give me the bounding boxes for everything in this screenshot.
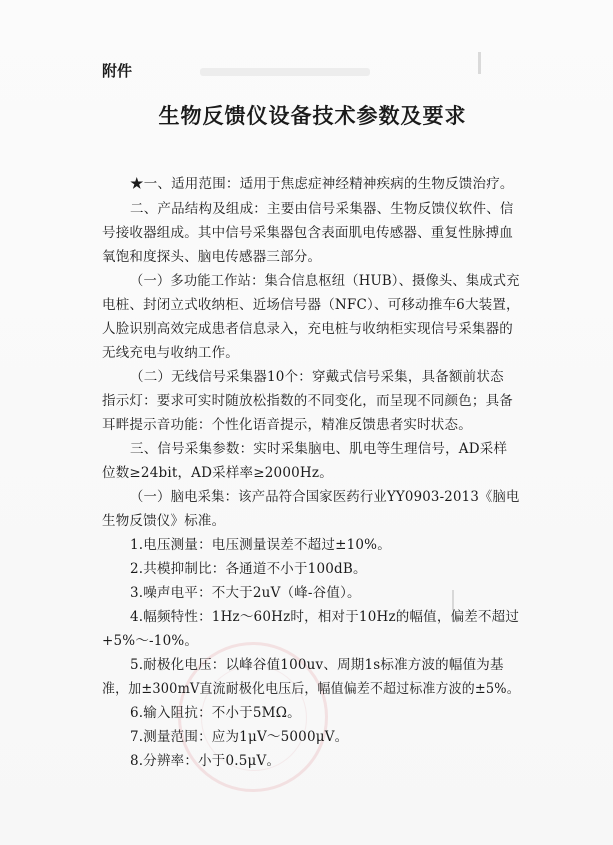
body-line: 位数≥24bit，AD采样率≥2000Hz。 [102,465,333,481]
body-line: 人脸识别高效完成患者信息录入，充电桩与收纳柜实现信号采集器的 [102,321,513,337]
body-line: 6.输入阻抗：不小于5MΩ。 [130,705,301,721]
body-line: （一）多功能工作站：集合信息枢纽（HUB）、摄像头、集成式充 [130,273,520,289]
body-line: 5.耐极化电压：以峰谷值100uv、周期1s标准方波的幅值为基 [130,657,504,673]
body-line: 7.测量范围：应为1μV～5000μV。 [130,729,349,745]
body-line: 无线充电与收纳工作。 [102,345,239,361]
document-title: 生物反馈仪设备技术参数及要求 [158,104,467,128]
body-line: 生物反馈仪》标准。 [102,513,226,529]
body-line: （二）无线信号采集器10个：穿戴式信号采集，具备额前状态 [130,369,504,385]
body-line: 1.电压测量：电压测量误差不超过±10%。 [130,537,391,553]
body-line: 4.幅频特性：1Hz～60Hz时，相对于10Hz的幅值，偏差不超过 [130,609,520,625]
faint-header-bleed [200,68,370,76]
body-line: 氧饱和度探头、脑电传感器三部分。 [102,249,322,265]
attachment-label: 附件 [102,62,133,80]
scan-speck [478,52,481,74]
body-line: 号接收器组成。其中信号采集器包含表面肌电传感器、重复性脉搏血 [102,225,513,241]
body-line: 指示灯：要求可实时随放松指数的不同变化，而呈现不同颜色；具备 [102,393,513,409]
body-line: 二、产品结构及组成：主要由信号采集器、生物反馈仪软件、信 [130,201,514,217]
body-line: 准，加±300mV直流耐极化电压后，幅值偏差不超过标准方波的±5%。 [102,681,520,697]
body-line: ★一、适用范围：适用于焦虑症神经精神疾病的生物反馈治疗。 [130,176,514,192]
body-line: 8.分辨率：小于0.5μV。 [130,753,281,769]
body-line: （一）脑电采集：该产品符合国家医药行业YY0903-2013《脑电 [130,489,520,505]
body-line: 3.噪声电平：不大于2uV（峰-谷值）。 [130,585,361,601]
body-line: 三、信号采集参数：实时采集脑电、肌电等生理信号，AD采样 [130,441,508,457]
scan-speck [452,590,454,610]
body-line: 电桩、封闭立式收纳柜、近场信号器（NFC）、可移动推车6大装置， [102,297,520,313]
body-line: +5%～-10%。 [102,633,199,649]
body-line: 耳畔提示音功能：个性化语音提示，精准反馈患者实时状态。 [102,417,472,433]
body-line: 2.共模抑制比：各通道不小于100dB。 [130,561,367,577]
